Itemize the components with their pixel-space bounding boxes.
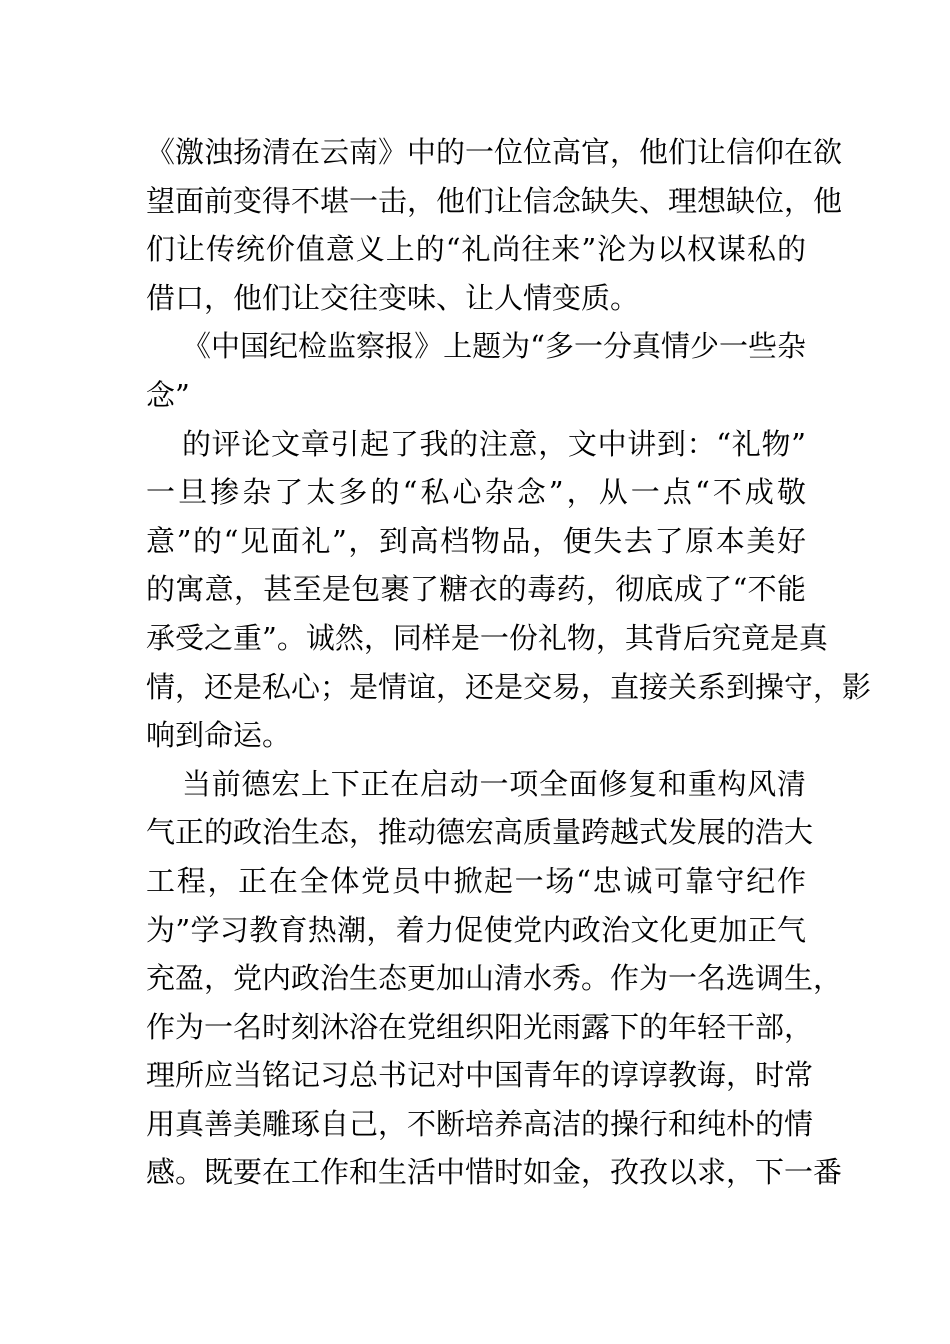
text-line: 承受之重”。诚然，同样是一份礼物，其背后究竟是真 [146,620,828,655]
text-line: 气正的政治生态，推动德宏高质量跨越式发展的浩大 [146,815,814,850]
text-line: 响到命运。 [146,718,292,753]
text-line: 用真善美雕琢自己，不断培养高洁的操行和纯朴的情 [146,1106,814,1141]
text-line: 念” [146,377,190,412]
text-line: 的寓意，甚至是包裹了糖衣的毒药，彻底成了“不能 [146,572,806,607]
text-line: 《激浊扬清在云南》中的一位位高官，他们让信仰在欲 [146,135,843,169]
text-line: 理所应当铭记习总书记对中国青年的谆谆教诲，时常 [146,1058,814,1093]
document-body [146,128,872,1197]
text-line: 感。既要在工作和生活中惜时如金，孜孜以求，下一番 [146,1155,843,1190]
text-line: 借口，他们让交往变味、让人情变质。 [146,280,640,315]
text-line: 的评论文章引起了我的注意，文中讲到：“礼物” [182,426,806,461]
text-line: 工程，正在全体党员中掀起一场“忠诚可靠守纪作 [146,863,806,898]
text-line: 当前德宏上下正在启动一项全面修复和重构风清 [182,766,806,801]
text-line: 望面前变得不堪一击，他们让信念缺失、理想缺位，他 [146,183,843,218]
text-line: 充盈，党内政治生态更加山清水秀。作为一名选调生， [146,961,843,996]
text-line: 们让传统价值意义上的“礼尚往来”沦为以权谋私的 [146,232,806,267]
text-line: 作为一名时刻沐浴在党组织阳光雨露下的年轻干部， [146,1009,814,1044]
text-line: 一旦掺杂了太多的“私心杂念”，从一点“不成敬 [146,475,806,510]
text-line: 为”学习教育热潮，着力促使党内政治文化更加正气 [146,912,806,947]
text-line: 意”的“见面礼”，到高档物品，便失去了原本美好 [146,523,806,558]
text-line: 情，还是私心；是情谊，还是交易，直接关系到操守，影 [146,669,872,704]
text-line: 《中国纪检监察报》上题为“多一分真情少一些杂 [182,329,806,364]
